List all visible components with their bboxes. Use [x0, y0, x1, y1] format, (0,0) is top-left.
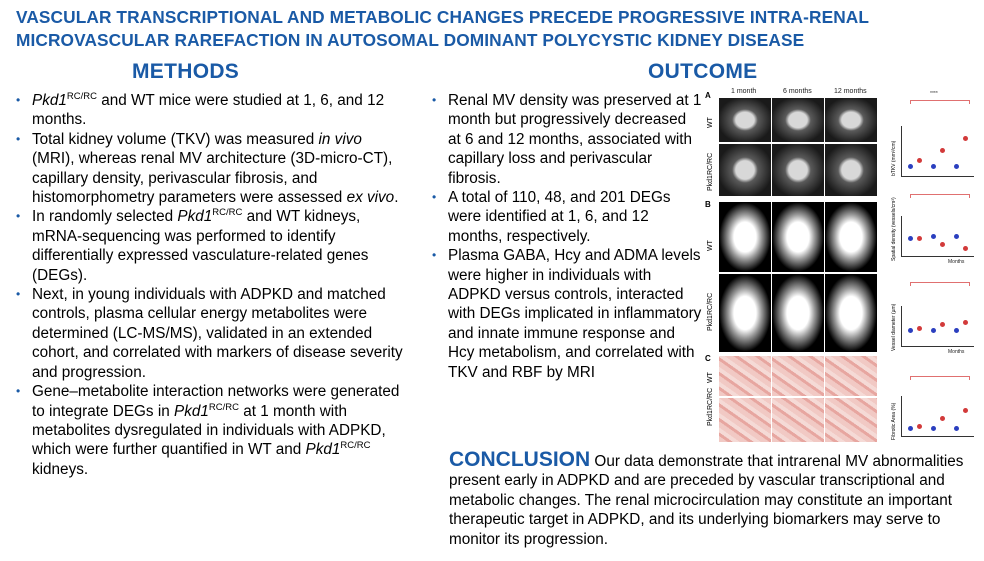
methods-text: and WT kidneys, mRNA-sequencing was performed to identify differentially expressed vasculature-related genes (DEGs).	[32, 208, 369, 284]
mutant-point	[917, 158, 922, 163]
histology-image	[772, 356, 824, 396]
gene-name: Pkd1	[32, 92, 67, 109]
wt-point	[954, 426, 959, 431]
conclusion-text: Our data demonstrate that intrarenal MV abnormalities present early in ADPKD and are preceded by vascular transcriptional and metabolic changes. The renal microcirculation may constitute an important therapeutic target in ADPKD, and its underlying biomarkers may serve to monitor its progression.	[449, 453, 964, 548]
methods-text: In randomly selected	[32, 208, 178, 226]
panel-letter: C	[705, 354, 711, 363]
bullet-glyph: •	[16, 287, 21, 302]
histology-image	[719, 356, 771, 396]
row-label: Pkd1RC/RC	[707, 387, 714, 426]
wt-point	[931, 328, 936, 333]
significance-bracket	[910, 376, 970, 380]
mri-image	[825, 144, 877, 196]
mutant-point	[940, 416, 945, 421]
methods-text: and WT mice were studied at 1, 6, and 12 months.	[32, 92, 385, 129]
mri-image	[772, 98, 824, 142]
gene-superscript: RC/RC	[212, 207, 243, 219]
bullet-glyph: •	[16, 131, 21, 146]
plot-ylabel: bTKV (mm³/cm)	[891, 140, 897, 176]
mutant-point	[940, 148, 945, 153]
row-label: WT	[707, 240, 714, 251]
outcome-list	[432, 91, 702, 382]
histology-image	[772, 398, 824, 442]
microct-image	[772, 202, 824, 272]
microct-image	[772, 274, 824, 352]
bullet-glyph: •	[432, 248, 437, 263]
column-label: 6 months	[783, 88, 812, 95]
wt-point	[931, 426, 936, 431]
mutant-point	[963, 246, 968, 251]
methods-italic: in vivo	[318, 130, 362, 148]
outcome-text: Renal MV density was preserved at 1 month but progressively decreased at 6 and 12 months, associated with capillary loss and perivascular fibrosis.	[448, 92, 702, 187]
mutant-point	[963, 320, 968, 325]
title-line-1: VASCULAR TRANSCRIPTIONAL AND METABOLIC CHANGES PRECEDE PROGRESSIVE INTRA-RENAL	[16, 7, 870, 27]
mutant-point	[917, 326, 922, 331]
outcome-heading: OUTCOME	[648, 60, 758, 83]
mutant-point	[963, 136, 968, 141]
poster-title	[16, 6, 976, 52]
plot-ylabel: Spatial density (vessels/cm³)	[891, 197, 897, 261]
methods-bullet	[16, 285, 408, 382]
tkv-plot	[901, 126, 974, 177]
gene-name: Pkd1	[174, 402, 209, 420]
bullet-glyph: •	[16, 93, 21, 107]
methods-bullet	[16, 130, 408, 208]
row-label: WT	[707, 117, 714, 128]
microct-image	[825, 202, 877, 272]
plot-ylabel: Vessel diameter (µm)	[891, 303, 897, 351]
methods-bullet	[16, 91, 408, 130]
row-label: Pkd1RC/RC	[707, 152, 714, 191]
gene-superscript: RC/RC	[208, 401, 239, 413]
gene-superscript: RC/RC	[340, 440, 371, 452]
mutant-point	[940, 242, 945, 247]
fibrosis-plot	[901, 396, 974, 437]
significance-bracket	[910, 100, 970, 104]
methods-bullet	[16, 382, 408, 479]
gene-superscript: RC/RC	[66, 90, 97, 102]
significance-bracket	[910, 282, 970, 286]
mutant-point	[963, 408, 968, 413]
wt-point	[954, 328, 959, 333]
wt-point	[931, 164, 936, 169]
methods-text: (MRI), whereas renal MV architecture (3D-micro-CT), capillary density, perivascular fibrosis, and histomorphometry parameters were assessed	[32, 150, 393, 207]
wt-point	[931, 234, 936, 239]
significance-bracket	[910, 194, 970, 198]
methods-text: Total kidney volume (TKV) was measured	[32, 130, 319, 148]
gene-name: Pkd1	[177, 208, 213, 226]
microct-image	[719, 202, 771, 272]
wt-point	[908, 236, 913, 241]
mutant-point	[940, 322, 945, 327]
microct-image	[719, 274, 771, 352]
histology-image	[825, 356, 877, 396]
wt-point	[954, 234, 959, 239]
results-figure	[705, 86, 982, 446]
title-line-2: MICROVASCULAR RAREFACTION IN AUTOSOMAL DOMINANT POLYCYSTIC KIDNEY DISEASE	[16, 30, 805, 50]
methods-text: Gene–metabolite interaction networks were generated to integrate DEGs in	[32, 383, 400, 420]
plot-ylabel: Fibrotic Area (%)	[891, 402, 897, 440]
plot-xlabel: Months	[948, 259, 965, 265]
methods-text: .	[394, 189, 399, 207]
mri-image	[825, 98, 877, 142]
bullet-glyph: •	[16, 209, 21, 224]
bullet-glyph: •	[432, 190, 437, 205]
outcome-text: A total of 110, 48, and 201 DEGs were identified at 1, 6, and 12 months, respectively.	[448, 189, 671, 245]
outcome-bullet	[432, 246, 702, 382]
plot-xlabel: Months	[948, 349, 965, 355]
gene-name: Pkd1	[305, 441, 341, 459]
bullet-glyph: •	[432, 93, 437, 107]
histology-image	[719, 398, 771, 442]
conclusion-block	[449, 450, 984, 549]
methods-text: Next, in young individuals with ADPKD and matched controls, plasma cellular energy metabolites were determined (LC-MS/MS), validated in an extended cohort, and correlated with markers of disease severity and progression.	[32, 286, 403, 381]
outcome-bullet	[432, 91, 702, 188]
mri-image	[719, 98, 771, 142]
outcome-bullet	[432, 188, 702, 246]
methods-heading: METHODS	[132, 60, 240, 83]
wt-point	[908, 426, 913, 431]
methods-text: at 1 month with metabolites dysregulated in individuals with ADPKD, which were further quantified in WT and	[32, 402, 386, 459]
bullet-glyph: •	[16, 384, 21, 399]
row-label: Pkd1RC/RC	[707, 292, 714, 331]
panel-letter: A	[705, 91, 711, 100]
mutant-point	[917, 424, 922, 429]
panel-letter: B	[705, 200, 711, 209]
mri-image	[719, 144, 771, 196]
column-label: 1 month	[731, 88, 757, 95]
wt-point	[954, 164, 959, 169]
mutant-point	[917, 236, 922, 241]
significance-label: ****	[930, 91, 938, 97]
microct-image	[825, 274, 877, 352]
outcome-text: Plasma GABA, Hcy and ADMA levels were higher in individuals with ADPKD versus controls, interacted with DEGs implicated in inflammatory and innate immune response and Hcy metabolism, and correlated with TKV and RBF by MRI	[448, 247, 702, 381]
mri-image	[772, 144, 824, 196]
diameter-plot	[901, 306, 974, 347]
wt-point	[908, 164, 913, 169]
conclusion-heading: CONCLUSION	[449, 448, 591, 471]
methods-text: kidneys.	[32, 460, 89, 478]
methods-italic: ex vivo	[346, 189, 395, 207]
methods-list	[16, 91, 408, 479]
wt-point	[908, 328, 913, 333]
methods-bullet	[16, 207, 408, 285]
histology-image	[825, 398, 877, 442]
column-label: 12 months	[834, 88, 867, 95]
row-label: WT	[707, 372, 714, 383]
